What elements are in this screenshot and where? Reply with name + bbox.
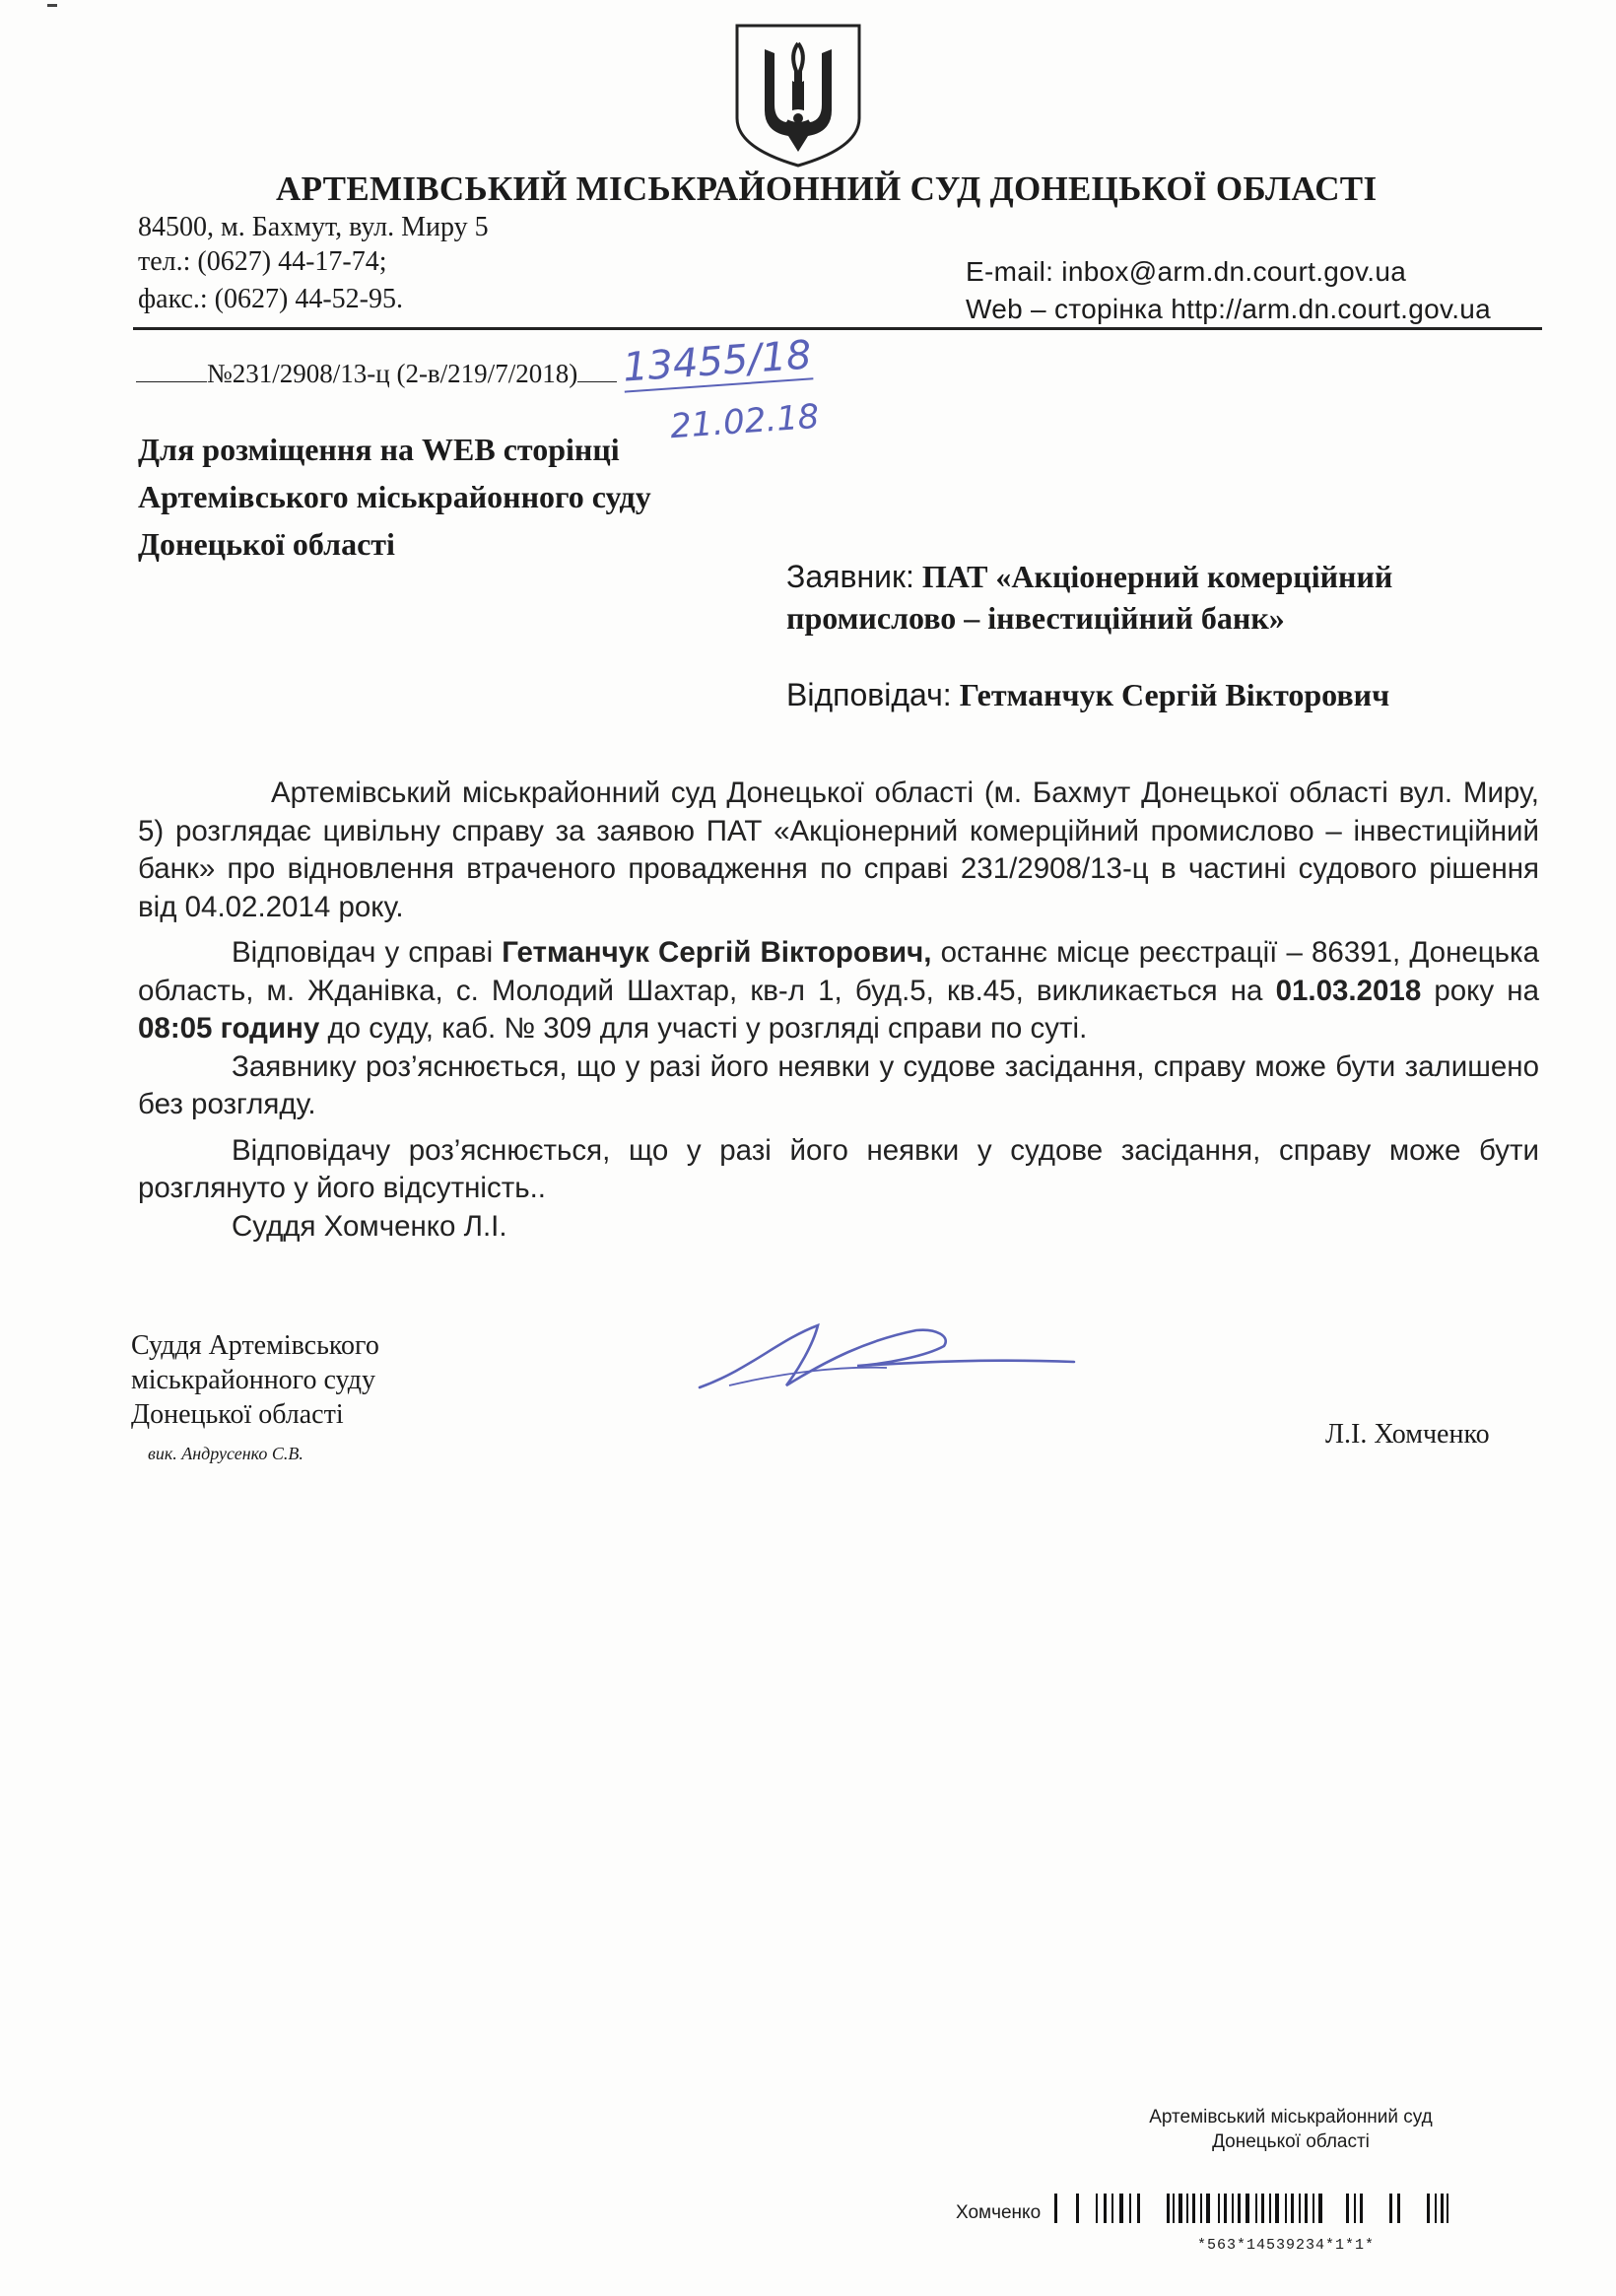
- court-fax: факс.: (0627) 44-52-95.: [138, 284, 403, 314]
- court-email: E-mail: inbox@arm.dn.court.gov.ua: [966, 256, 1407, 287]
- scan-mark: [47, 4, 57, 7]
- court-website: Web – сторінка http://arm.dn.court.gov.ua: [966, 294, 1492, 324]
- hearing-time: 08:05 годину: [138, 1012, 320, 1045]
- signature-title-line: Донецької області: [131, 1399, 344, 1430]
- judge-line: Суддя Хомченко Л.І.: [232, 1209, 507, 1243]
- signatory-name: Л.І. Хомченко: [1325, 1419, 1490, 1450]
- header-divider: [133, 327, 1542, 330]
- handwritten-signature: [690, 1301, 1084, 1409]
- outgoing-number-line: [136, 359, 617, 389]
- respondent-label: Відповідач:: [786, 677, 952, 712]
- web-note-line: Для розміщення на WEB сторінці: [138, 432, 620, 467]
- applicant-name: ПАТ «Акціонерний комерційний: [921, 559, 1393, 594]
- registry-court-line: Артемівський міськрайонний суд: [1149, 2107, 1433, 2127]
- barcode-name: Хомченко: [956, 2202, 1042, 2223]
- respondent: [786, 672, 1389, 717]
- registry-stamp: [1143, 2105, 1439, 2154]
- outgoing-number: №231/2908/13-ц (2-в/219/7/2018): [207, 359, 578, 388]
- coat-of-arms-icon: [731, 22, 865, 169]
- registry-court-line: Донецької області: [1212, 2131, 1370, 2152]
- paragraph-applicant-notice: Заявнику роз’яснюється, що у разі його неявки у судове засідання, справу може бути залишено без розгляду.: [138, 1049, 1539, 1120]
- court-phone: тел.: (0627) 44-17-74;: [138, 246, 387, 277]
- applicant-name-line2: промислово – інвестиційний банк»: [786, 600, 1285, 636]
- court-address: 84500, м. Бахмут, вул. Миру 5: [138, 212, 489, 242]
- respondent-name-inline: Гетманчук Сергій Вікторович,: [502, 936, 932, 969]
- blank-line: [136, 360, 207, 382]
- signature-title-line: Суддя Артемівського: [131, 1330, 379, 1361]
- notice-body: [138, 775, 1539, 1246]
- signature-title: [131, 1328, 379, 1432]
- executor-note: вик. Андрусенко С.В.: [148, 1444, 303, 1463]
- paragraph-respondent-notice: Відповідачу роз’яснюється, що у разі його неявки у судове засідання, справу може бути розглянуто у його відсутність..: [138, 1133, 1539, 1204]
- applicant-continued: [786, 595, 1285, 641]
- hearing-date: 01.03.2018: [1275, 974, 1422, 1007]
- web-placement-note: [138, 426, 651, 568]
- web-note-line: Артемівського міськрайонного суду: [138, 479, 651, 514]
- barcode-number: *563*14539234*1*1*: [1197, 2237, 1376, 2254]
- barcode-row: [956, 2190, 1616, 2223]
- respondent-name: Гетманчук Сергій Вікторович: [959, 677, 1390, 712]
- paragraph-case: Артемівський міськрайонний суд Донецької області (м. Бахмут Донецької області вул. Миру, 5) розглядає цивільну справу за заявою ПАТ «Акціонерний комерційний промислово – інвестиційний банк» про відновлення втраченого провадження по справі 231/2908/13-ц в частині судового рішення від 04.02.2014 року.: [138, 777, 1539, 923]
- signature-title-line: міськрайонного суду: [131, 1365, 376, 1395]
- court-name: АРТЕМІВСЬКИЙ МІСЬКРАЙОННИЙ СУД ДОНЕЦЬКОЇ ОБЛАСТІ: [276, 169, 1378, 208]
- web-note-line: Донецької області: [138, 526, 395, 562]
- barcode-icon: [1054, 2194, 1616, 2223]
- applicant: [786, 554, 1392, 599]
- applicant-label: Заявник:: [786, 559, 914, 594]
- blank-line: [577, 360, 617, 382]
- handwritten-number: 13455/18: [621, 332, 813, 391]
- paragraph-summons: Відповідач у справі Гетманчук Сергій Вікторович, останнє місце реєстрації – 86391, Донецька область, м. Жданівка, с. Молодий Шахтар, кв-л 1, буд.5, кв.45, викликається на 01.03.2018 року на 08:05 годину до суду, каб. № 309 для участі у розгляді справи по суті.: [138, 936, 1539, 1045]
- handwritten-date: 21.02.18: [668, 396, 821, 447]
